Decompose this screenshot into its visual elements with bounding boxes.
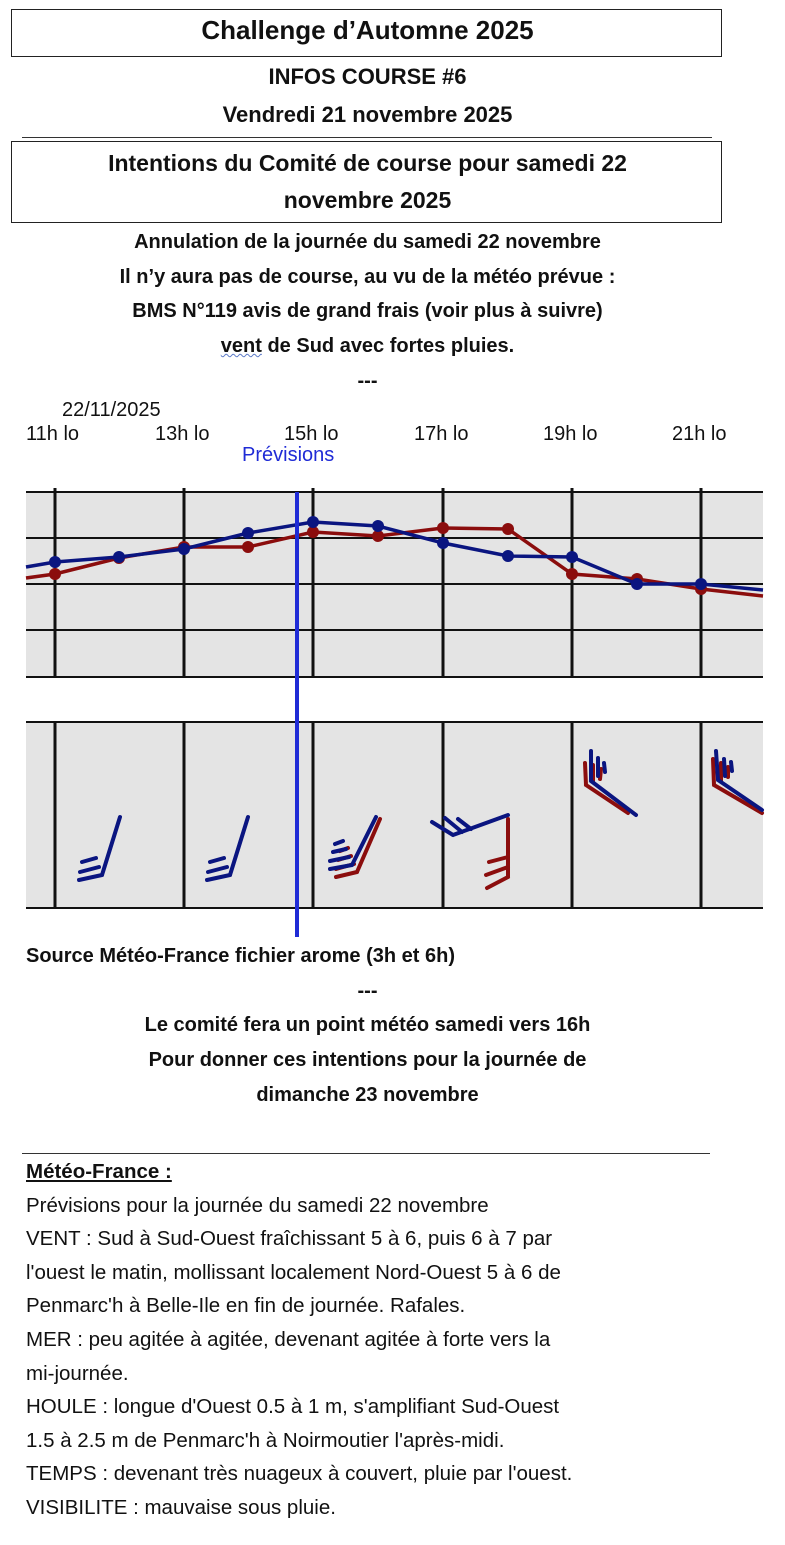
comite-line-3: dimanche 23 novembre (256, 1084, 479, 1106)
data-point (631, 578, 643, 590)
forecast-chart (0, 395, 785, 940)
data-point (242, 527, 254, 539)
data-point (695, 578, 707, 590)
meteo-france-label: Météo-France : (26, 1160, 172, 1183)
hour-label: 11h lo (26, 423, 80, 445)
mf-line: MER : peu agitée à agitée, devenant agitée à forte vers la (26, 1327, 551, 1351)
mf-line: VENT : Sud à Sud-Ouest fraîchissant 5 à 6, puis 6 à 7 par (26, 1227, 553, 1251)
mf-line: VISIBILITE : mauvaise sous pluie. (26, 1495, 336, 1519)
comite-line-2: Pour donner ces intentions pour la journée de (148, 1049, 587, 1071)
info-course-heading: INFOS COURSE #6 (268, 64, 467, 89)
wind-barb-panel (26, 722, 763, 908)
hour-label: 15h lo (284, 423, 339, 445)
separator-2: --- (357, 980, 378, 1002)
mf-line: Penmarc'h à Belle-Ile en fin de journée. Rafales. (26, 1294, 466, 1318)
cancel-line: Annulation de la journée du samedi 22 novembre (134, 231, 601, 253)
mf-line: HOULE : longue d'Ouest 0.5 à 1 m, s'amplifiant Sud-Ouest (26, 1395, 560, 1419)
wind-line (0, 329, 735, 363)
source-line: Source Météo-France fichier arome (3h et 6h) (26, 945, 456, 967)
wind-word: vent (220, 335, 262, 357)
data-point (307, 516, 319, 528)
mf-line: mi-journée. (26, 1361, 129, 1385)
comite-line-1: Le comité fera un point météo samedi vers 16h (144, 1014, 591, 1036)
divider-bottom (22, 1153, 710, 1154)
data-point (242, 541, 254, 553)
data-point (502, 550, 514, 562)
intentions-heading-1: Intentions du Comité de course pour samedi 22 (108, 150, 627, 176)
data-point (49, 556, 61, 568)
hour-labels (26, 423, 727, 445)
hour-label: 17h lo (414, 423, 469, 445)
data-point (49, 568, 61, 580)
no-race-line: Il n’y aura pas de course, au vu de la météo prévue : (119, 266, 616, 288)
data-point (437, 522, 449, 534)
page-title: Challenge d’Automne 2025 (201, 15, 534, 45)
mf-line: TEMPS : devenant très nuageux à couvert, pluie par l'ouest. (26, 1462, 573, 1486)
hour-label: 13h lo (155, 423, 210, 445)
data-point (372, 520, 384, 532)
mf-line: Prévisions pour la journée du samedi 22 novembre (26, 1193, 489, 1217)
previsions-label: Prévisions (242, 444, 335, 466)
data-point (502, 523, 514, 535)
data-point (113, 551, 125, 563)
data-point (437, 537, 449, 549)
intentions-heading-2: novembre 2025 (283, 187, 452, 213)
hour-label: 21h lo (672, 423, 727, 445)
separator-1: --- (357, 370, 378, 392)
data-point (566, 551, 578, 563)
hour-label: 19h lo (543, 423, 598, 445)
bms-line: BMS N°119 avis de grand frais (voir plus à suivre) (132, 300, 603, 322)
divider-top (22, 137, 712, 138)
chart-date: 22/11/2025 (62, 399, 161, 421)
meteo-france-section (26, 1155, 766, 1525)
info-date: Vendredi 21 novembre 2025 (222, 102, 513, 127)
data-point (566, 568, 578, 580)
wind-line-rest: de Sud avec fortes pluies. (261, 335, 515, 357)
mf-line: l'ouest le matin, mollissant localement Nord-Ouest 5 à 6 de (26, 1260, 561, 1284)
data-point (178, 543, 190, 555)
mf-line: 1.5 à 2.5 m de Penmarc'h à Noirmoutier l'après-midi. (26, 1428, 505, 1452)
